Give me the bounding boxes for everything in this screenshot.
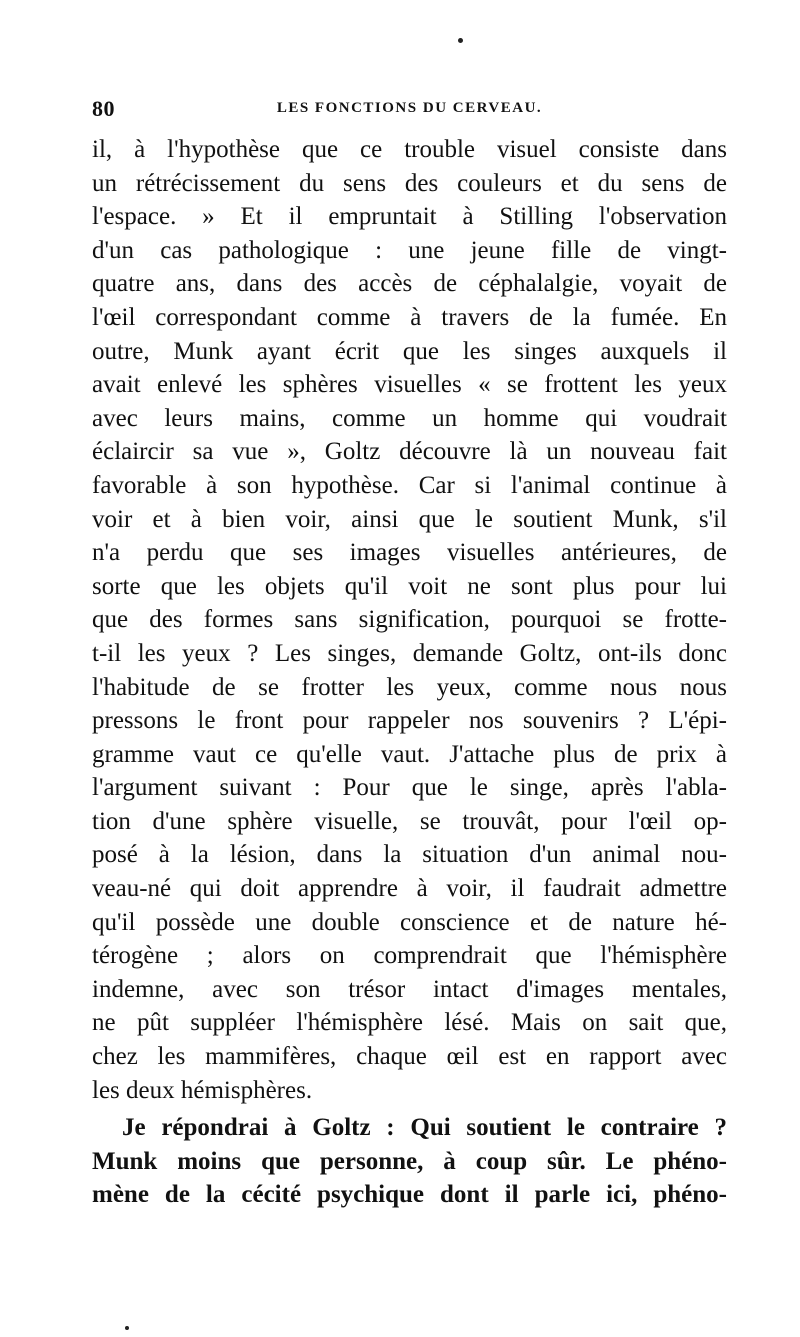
text-line: favorable à son hypothèse. Car si l'animal continue à: [92, 471, 727, 499]
body-text: [92, 133, 727, 1212]
text-line: indemne, avec son trésor intact d'images mentales,: [92, 975, 727, 1003]
print-speck: [125, 1326, 129, 1330]
text-line: térogène ; alors on comprendrait que l'hémisphère: [92, 942, 727, 970]
text-line: gramme vaut ce qu'elle vaut. J'attache plus de prix à: [92, 740, 727, 768]
text-line: avait enlevé les sphères visuelles « se frottent les yeux: [92, 371, 727, 399]
text-line: éclaircir sa vue », Goltz découvre là un nouveau fait: [92, 438, 727, 466]
text-line: veau-né qui doit apprendre à voir, il faudrait admettre: [92, 875, 727, 903]
text-line: outre, Munk ayant écrit que les singes auxquels il: [92, 337, 727, 365]
text-line: Je répondrai à Goltz : Qui soutient le contraire ?: [122, 1114, 727, 1142]
page-number: 80: [92, 96, 115, 121]
text-line: pressons le front pour rappeler nos souvenirs ? L'épi-: [92, 707, 727, 735]
text-line: avec leurs mains, comme un homme qui voudrait: [92, 404, 727, 432]
text-line: d'un cas pathologique : une jeune fille de vingt-: [92, 236, 727, 264]
text-line: l'œil correspondant comme à travers de la fumée. En: [92, 303, 727, 331]
running-title: LES FONCTIONS DU CERVEAU.: [276, 100, 543, 116]
text-line: mène de la cécité psychique dont il parle ici, phéno-: [92, 1181, 727, 1209]
text-line: chez les mammifères, chaque œil est en rapport avec: [92, 1043, 727, 1071]
text-line: un rétrécissement du sens des couleurs et du sens de: [92, 169, 727, 197]
text-line: posé à la lésion, dans la situation d'un animal nou-: [92, 841, 727, 869]
text-line: sorte que les objets qu'il voit ne sont plus pour lui: [92, 572, 727, 600]
text-line: il, à l'hypothèse que ce trouble visuel consiste dans: [92, 136, 727, 163]
text-line: n'a perdu que ses images visuelles antérieures, de: [92, 539, 727, 567]
text-line: l'espace. » Et il empruntait à Stilling l'observation: [92, 203, 727, 231]
page-header: [92, 96, 727, 126]
paragraph: [92, 1111, 727, 1212]
text-line: l'argument suivant : Pour que le singe, après l'abla-: [92, 774, 727, 802]
text-line: voir et à bien voir, ainsi que le soutient Munk, s'il: [92, 505, 727, 533]
text-line: ne pût suppléer l'hémisphère lésé. Mais on sait que,: [92, 1009, 727, 1037]
text-line: Munk moins que personne, à coup sûr. Le phéno-: [92, 1147, 727, 1175]
text-line: que des formes sans signification, pourquoi se frotte-: [92, 606, 727, 634]
text-line: l'habitude de se frotter les yeux, comme nous nous: [92, 673, 727, 701]
paragraph: [92, 133, 727, 1107]
text-line: les deux hémisphères.: [92, 1076, 313, 1104]
text-line: t-il les yeux ? Les singes, demande Goltz, ont-ils donc: [92, 639, 727, 667]
text-line: quatre ans, dans des accès de céphalalgie, voyait de: [92, 270, 727, 298]
text-line: tion d'une sphère visuelle, se trouvât, pour l'œil op-: [92, 807, 727, 835]
text-line: qu'il possède une double conscience et de nature hé-: [92, 908, 727, 936]
print-speck: [458, 38, 463, 43]
